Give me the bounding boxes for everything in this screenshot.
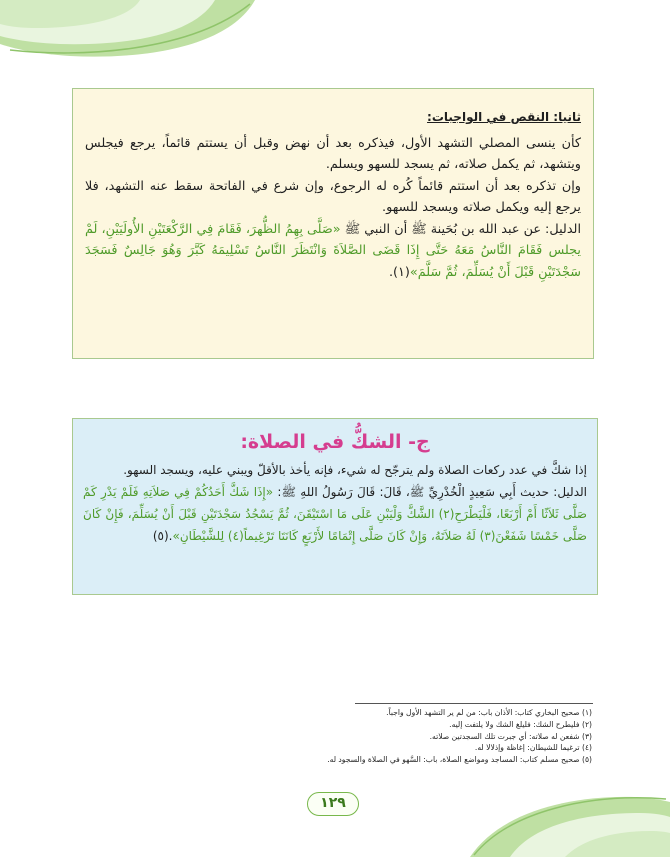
footnote-1: (١) صحيح البخاري كتاب: الأذان باب: من لم ير التشهد الأول واجباً. [386, 708, 592, 717]
footnote-5: (٥) صحيح مسلم كتاب: المساجد ومواضع الصلاة، باب: السَّهو في الصلاة والسجود له. [327, 755, 592, 765]
doubt-section-paragraph: إذا شكَّ في عدد ركعات الصلاة ولم يترجّح له شيء، فإنه يأخذ بالأقلّ ويبني عليه، ويسجد السهو. [123, 463, 587, 477]
section-two-box [72, 88, 594, 359]
page-number: ١٢٩ [307, 792, 359, 816]
footnote-3: (٣) شفعن له صلاته: أي جبرت تلك السجدتين صلاته. [429, 731, 592, 741]
section-two-heading: ثانيا: النقص في الواجبات: [427, 110, 581, 124]
footnote-2: (٢) فليطرح الشك: فليلغ الشك ولا يلتفت إليه. [449, 719, 592, 729]
doubt-evidence-intro: الدليل: حديث أَبِي سَعِيدٍ الْخُدْرِيِّ ﷺ، قَالَ: قَالَ رَسُولُ اللهِ ﷺ: [273, 485, 588, 499]
doubt-section-box [72, 418, 598, 595]
doubt-evidence-reference: .(٥) [152, 529, 173, 543]
footnote-separator [355, 703, 593, 704]
doubt-section-heading: ج- الشكُّ في الصلاة: [240, 431, 430, 453]
doubt-section-evidence [83, 481, 587, 547]
evidence-quote: «صَلَّى بِهِمُ الظُّهرَ، فَقَامَ فِي الرَّكْعَتَيْنِ الأُولَيَيْنِ، لَمْ يجلس فَقَامَ النَّاسُ مَعَهُ حَتَّى إِذَا قَضَى الصَّلاَةَ وَانْتَظَرَ النَّاسُ تَسْلِيمَهُ كَبَّرَ وَهُوَ جَالِسٌ فَسَجَدَ سَجْدَتَيْنِ قَبْلَ أَنْ يُسَلِّمَ، ثُمَّ سَلَّمَ» [85, 221, 581, 280]
footnotes [240, 707, 592, 766]
corner-decoration-top-left [0, 0, 260, 60]
doubt-evidence-quote: «إِذَا شَكَّ أَحَدُكُمْ فِي صَلاَتِهِ فَلَمْ يَدْرِ كَمْ صَلَّى ثَلاَثًا أَمْ أَرْبَعًا، فَلْيَطْرَحِ(٢) الشَّكَّ وَلْيَبْنِ عَلَى مَا اسْتَيْقَنَ، ثُمَّ يَسْجُدُ سَجْدَتَيْنِ قَبْلَ أَنْ يُسَلِّمَ، فَإِنْ كَانَ صَلَّى خَمْسًا شَفَعْنَ(٣) لَهُ صَلاَتَهُ، وَإِنْ كَانَ صَلَّى إِتْمَامًا لأَرْبَعٍ كَانَتَا تَرْغِيماً(٤) لِلشَّيْطَانِ» [83, 485, 587, 543]
section-two-evidence [85, 219, 581, 284]
evidence-intro: الدليل: عن عبد الله بن بُحَينة ﷺ أن النبي ﷺ [340, 221, 581, 237]
footnote-4: (٤) ترغيما للشيطان: إغاظة وإذلالا له. [474, 743, 592, 753]
corner-decoration-bottom-right [470, 787, 670, 857]
section-two-paragraph-1: كأن ينسى المصلي التشهد الأول، فيذكره بعد أن نهض وقبل أن يستتم قائماً، يرجع فيجلس ويتشهد، ثم يكمل صلاته، ثم يسجد للسهو ويسلم. [85, 135, 581, 172]
evidence-reference: (١). [388, 264, 410, 280]
section-two-paragraph-2: وإن تذكره بعد أن استتم قائماً كُره له الرجوع، وإن شرع في الفاتحة سقط عنه التشهد، فلا يرجع إليه ويكمل صلاته ويسجد للسهو. [85, 178, 581, 215]
